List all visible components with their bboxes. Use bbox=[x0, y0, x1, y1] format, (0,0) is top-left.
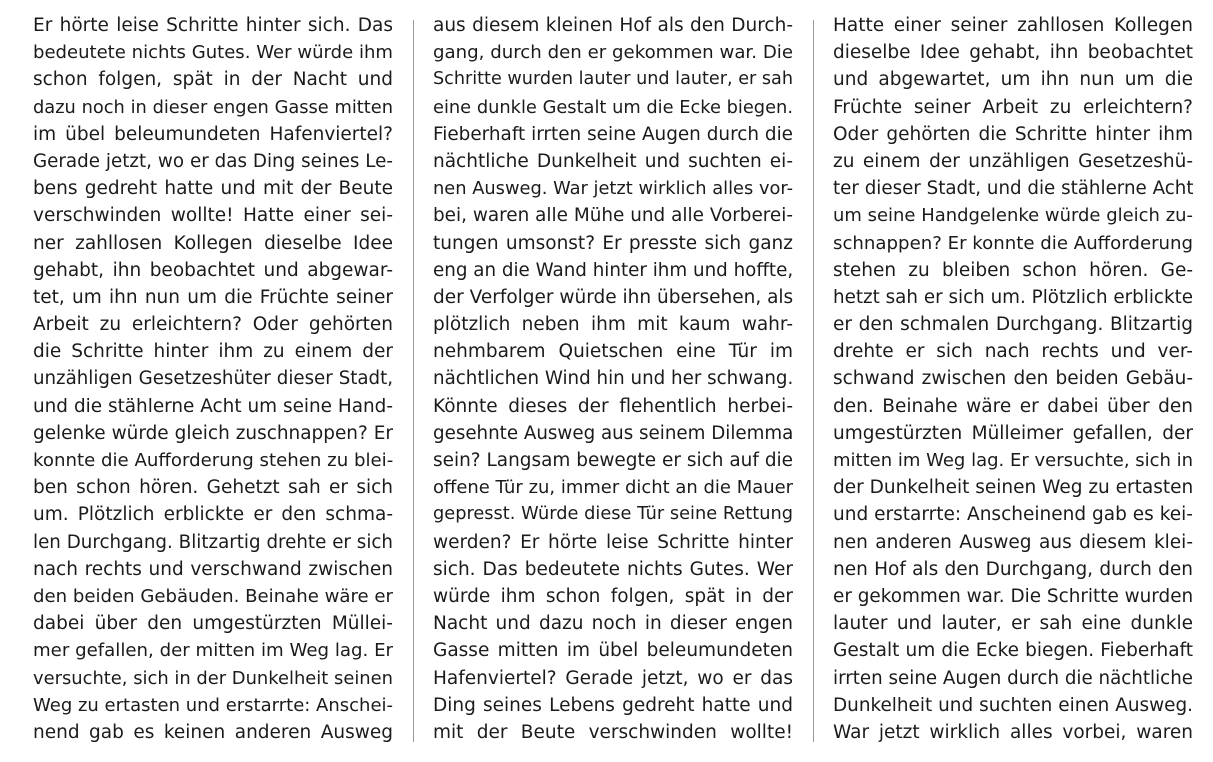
text-line: Gerade jetzt, wo er das Ding seines Le- bbox=[33, 150, 393, 172]
text-line: unzähligen Gesetzeshüter dieser Stadt, bbox=[33, 368, 393, 390]
text-line: und abgewartet, um ihn nun um die bbox=[833, 69, 1193, 91]
text-line: im übel beleumundeten Hafenviertel? bbox=[33, 123, 393, 145]
text-line: Ding seines Lebens gedreht hatte und bbox=[433, 694, 793, 716]
text-line: len Durchgang. Blitzartig drehte er sich bbox=[33, 531, 393, 553]
text-line: ner zahllosen Kollegen dieselbe Idee bbox=[33, 232, 393, 254]
text-line: plötzlich neben ihm mit kaum wahr- bbox=[433, 314, 793, 336]
text-line: bens gedreht hatte und mit der Beute bbox=[33, 178, 393, 200]
text-line: nehmbarem Quietschen eine Tür im bbox=[433, 341, 793, 363]
text-line: Könnte dieses der flehentlich herbei- bbox=[433, 395, 793, 417]
text-column-1 bbox=[33, 12, 393, 756]
text-line: schon folgen, spät in der Nacht und bbox=[33, 69, 393, 91]
text-line: die Schritte hinter ihm zu einem der bbox=[33, 341, 393, 363]
text-line: er den schmalen Durchgang. Blitzartig bbox=[833, 314, 1193, 336]
text-line: mer gefallen, der mitten im Weg lag. Er bbox=[33, 640, 393, 662]
text-line: gang, durch den er gekommen war. Die bbox=[433, 42, 793, 64]
text-column-2 bbox=[433, 12, 793, 756]
text-line: Oder gehörten die Schritte hinter ihm bbox=[833, 123, 1193, 145]
text-line: sein? Langsam bewegte er sich auf die bbox=[433, 450, 793, 471]
text-line: und erstarrte: Anscheinend gab es kei- bbox=[833, 504, 1193, 526]
text-line: nächtlichen Wind hin und her schwang. bbox=[433, 368, 793, 390]
column-divider-2 bbox=[813, 20, 814, 742]
text-line: um seine Handgelenke würde gleich zu- bbox=[833, 205, 1193, 227]
text-line: lauter und lauter, er sah eine dunkle bbox=[833, 613, 1193, 635]
text-line: Schritte wurden lauter und lauter, er sah bbox=[433, 69, 793, 90]
text-line: ben schon hören. Gehetzt sah er sich bbox=[33, 477, 393, 499]
text-line: nen anderen Ausweg aus diesem klei- bbox=[833, 531, 1193, 553]
text-line: Fieberhaft irrten seine Augen durch die bbox=[433, 123, 793, 145]
text-line: eng an die Wand hinter ihm und hoffte, bbox=[433, 259, 793, 281]
text-line: dieselbe Idee gehabt, ihn beobachtet bbox=[833, 42, 1193, 64]
text-line: Hafenviertel? Gerade jetzt, wo er das bbox=[433, 667, 793, 689]
text-line: bei, waren alle Mühe und alle Vorberei- bbox=[433, 205, 793, 227]
text-line: Gestalt um die Ecke biegen. Fieberhaft bbox=[833, 640, 1193, 662]
text-line: mitten im Weg lag. Er versuchte, sich in bbox=[833, 450, 1193, 471]
text-line: Dunkelheit und suchten einen Ausweg. bbox=[833, 694, 1193, 716]
text-line: mit der Beute verschwinden wollte! bbox=[433, 721, 793, 743]
text-line: umgestürzten Mülleimer gefallen, der bbox=[833, 422, 1193, 444]
text-line: offene Tür zu, immer dicht an die Mauer bbox=[433, 477, 793, 499]
text-line: schwand zwischen den beiden Gebäu- bbox=[833, 368, 1193, 390]
text-line: stehen zu bleiben schon hören. Ge- bbox=[833, 259, 1193, 281]
text-line: drehte er sich nach rechts und ver- bbox=[833, 341, 1193, 363]
text-line: Nacht und dazu noch in dieser engen bbox=[433, 613, 793, 635]
text-line: nend gab es keinen anderen Ausweg bbox=[33, 721, 393, 743]
text-line: gepresst. Würde diese Tür seine Rettung bbox=[433, 504, 793, 525]
text-line: bedeutete nichts Gutes. Wer würde ihm bbox=[33, 42, 393, 64]
text-line: eine dunkle Gestalt um die Ecke biegen. bbox=[433, 96, 793, 118]
text-line: gesehnte Ausweg aus seinem Dilemma bbox=[433, 422, 793, 444]
text-line: Weg zu ertasten und erstarrte: Anschei- bbox=[33, 694, 393, 716]
text-line: der Dunkelheit seinen Weg zu ertasten bbox=[833, 477, 1193, 499]
text-line: dabei über den umgestürzten Müllei- bbox=[33, 613, 393, 635]
text-line: nächtliche Dunkelheit und suchten ei- bbox=[433, 150, 793, 172]
text-column-3 bbox=[833, 12, 1193, 756]
text-line: irrten seine Augen durch die nächtliche bbox=[833, 667, 1193, 689]
text-line: schnappen? Er konnte die Aufforderung bbox=[833, 232, 1193, 254]
text-line: Gasse mitten im übel beleumundeten bbox=[433, 640, 793, 662]
text-line: den. Beinahe wäre er dabei über den bbox=[833, 395, 1193, 417]
text-line: tet, um ihn nun um die Früchte seiner bbox=[33, 286, 393, 308]
text-line: nen Ausweg. War jetzt wirklich alles vor- bbox=[433, 178, 793, 200]
text-line: Früchte seiner Arbeit zu erleichtern? bbox=[833, 96, 1193, 118]
text-line: sich. Das bedeutete nichts Gutes. Wer bbox=[433, 558, 793, 580]
text-line: ter dieser Stadt, und die stählerne Acht bbox=[833, 178, 1193, 200]
text-line: aus diesem kleinen Hof als den Durch- bbox=[433, 15, 793, 36]
text-line: gehabt, ihn beobachtet und abgewar- bbox=[33, 259, 393, 281]
text-line: konnte die Aufforderung stehen zu blei- bbox=[33, 450, 393, 471]
text-line: nach rechts und verschwand zwischen bbox=[33, 558, 393, 580]
text-line: Arbeit zu erleichtern? Oder gehörten bbox=[33, 314, 393, 336]
text-line: nen Hof als den Durchgang, durch den bbox=[833, 558, 1193, 580]
text-line: würde ihm schon folgen, spät in der bbox=[433, 585, 793, 607]
text-line: gelenke würde gleich zuschnappen? Er bbox=[33, 422, 393, 444]
text-line: hetzt sah er sich um. Plötzlich erblickte bbox=[833, 286, 1193, 308]
text-line: der Verfolger würde ihn übersehen, als bbox=[433, 286, 793, 308]
text-line: tungen umsonst? Er presste sich ganz bbox=[433, 232, 793, 254]
text-line: um. Plötzlich erblickte er den schma- bbox=[33, 504, 393, 526]
text-line: dazu noch in dieser engen Gasse mitten bbox=[33, 96, 393, 118]
text-line: den beiden Gebäuden. Beinahe wäre er bbox=[33, 585, 393, 607]
text-line: zu einem der unzähligen Gesetzeshü- bbox=[833, 150, 1193, 172]
text-line: werden? Er hörte leise Schritte hinter bbox=[433, 531, 793, 553]
text-line: versuchte, sich in der Dunkelheit seinen bbox=[33, 667, 393, 689]
text-line: War jetzt wirklich alles vorbei, waren bbox=[833, 721, 1193, 743]
text-line: Er hörte leise Schritte hinter sich. Das bbox=[33, 15, 393, 36]
text-line: er gekommen war. Die Schritte wurden bbox=[833, 585, 1193, 607]
text-line: und die stählerne Acht um seine Hand- bbox=[33, 395, 393, 417]
text-line: verschwinden wollte! Hatte einer sei- bbox=[33, 205, 393, 227]
column-divider-1 bbox=[413, 20, 414, 742]
text-line: Hatte einer seiner zahllosen Kollegen bbox=[833, 15, 1193, 36]
